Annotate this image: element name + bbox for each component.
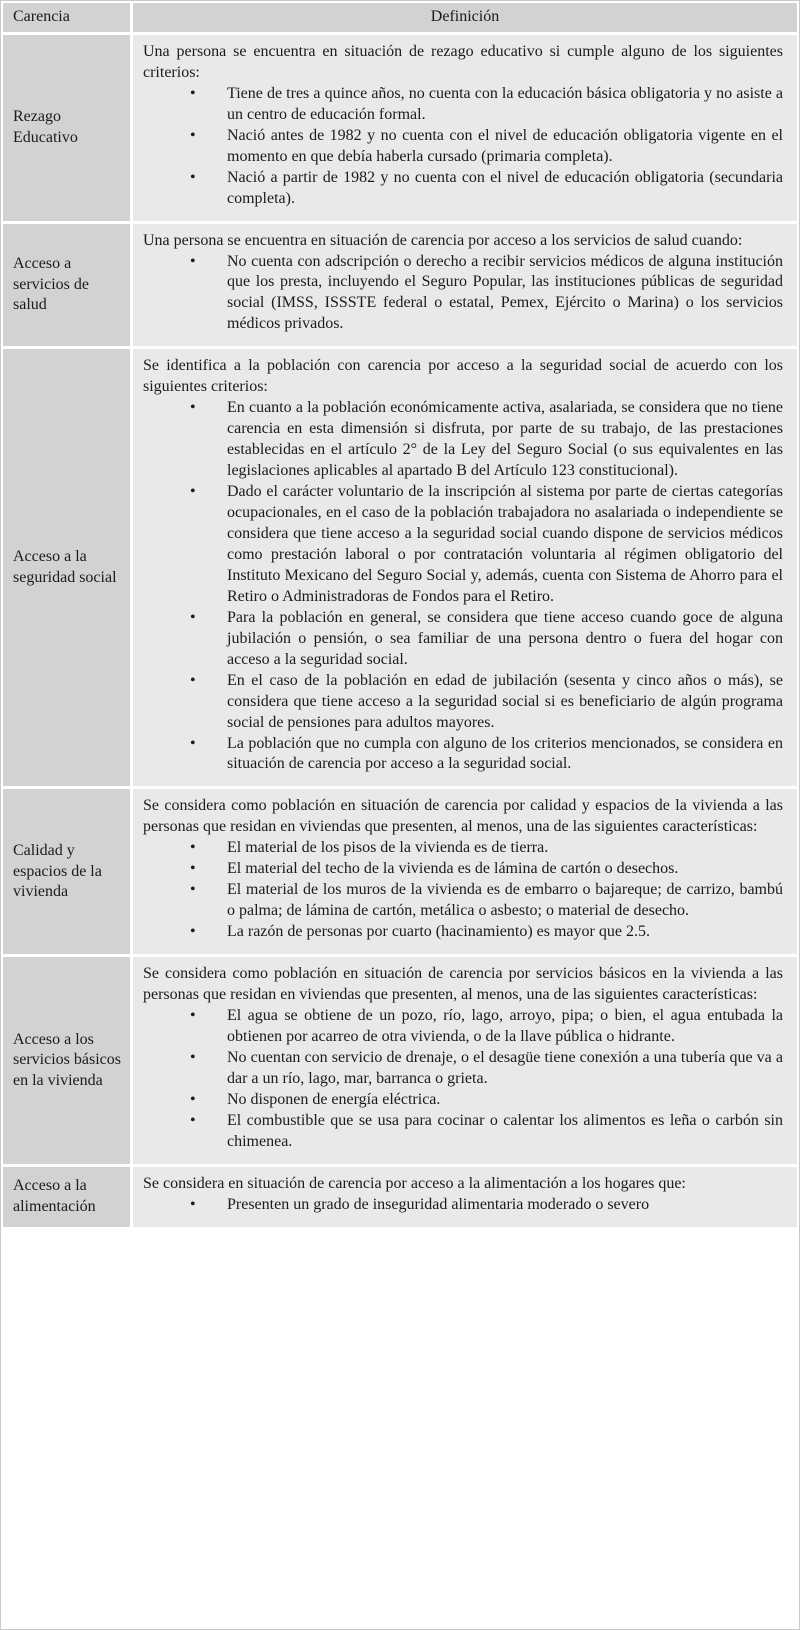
definicion-cell (133, 35, 797, 221)
bullet-item: • La población que no cumpla con alguno de los criterios mencionados, se considera en situación de carencia por acceso a la seguridad social. (143, 734, 783, 776)
header-carencia: Carencia (3, 3, 130, 32)
table-row (3, 349, 797, 786)
bullet-list (143, 252, 783, 336)
definition-intro: Se considera en situación de carencia por acceso a la alimentación a los hogares que: (143, 1174, 686, 1192)
bullet-list (143, 1006, 783, 1153)
definition-intro: Una persona se encuentra en situación de rezago educativo si cumple alguno de los siguientes criterios: (143, 42, 783, 81)
table-row (3, 224, 797, 347)
carencia-cell: Acceso a la seguridad social (3, 349, 130, 786)
definicion-cell (133, 789, 797, 954)
definicion-cell (133, 957, 797, 1164)
carencia-cell: Rezago Educativo (3, 35, 130, 221)
definition-intro: Se considera como población en situación de carencia por servicios básicos en la vivienda a las personas que residan en viviendas que presenten, al menos, una de las siguientes características: (143, 965, 783, 1004)
definition-intro: Se considera como población en situación de carencia por calidad y espacios de la vivienda a las personas que residan en viviendas que presenten, al menos, una de las siguientes características: (143, 797, 783, 836)
carencia-cell: Acceso a la alimentación (3, 1167, 130, 1227)
bullet-list (143, 1195, 783, 1216)
carencia-cell: Acceso a los servicios básicos en la vivienda (3, 957, 130, 1164)
definicion-cell (133, 1167, 797, 1227)
header-definicion: Definición (133, 3, 797, 32)
bullet-item: • Presenten un grado de inseguridad alimentaria moderado o severo (143, 1195, 783, 1216)
bullet-list (143, 838, 783, 943)
carencia-cell: Acceso a servicios de salud (3, 224, 130, 347)
carencia-cell: Calidad y espacios de la vivienda (3, 789, 130, 954)
table-row (3, 1167, 797, 1227)
table-row (3, 35, 797, 221)
bullet-item: • Para la población en general, se considera que tiene acceso cuando goce de alguna jubilación o pensión, o sea familiar de una persona dentro o fuera del hogar con acceso a la seguridad social. (143, 608, 783, 671)
bullet-item: • El material del techo de la vivienda es de lámina de cartón o desechos. (143, 859, 783, 880)
bullet-item: • No disponen de energía eléctrica. (143, 1090, 783, 1111)
definition-intro: Se identifica a la población con carencia por acceso a la seguridad social de acuerdo con los siguientes criterios: (143, 357, 783, 396)
header-row (3, 3, 797, 32)
bullet-item: • El material de los pisos de la vivienda es de tierra. (143, 838, 783, 859)
bullet-item: • La razón de personas por cuarto (hacinamiento) es mayor que 2.5. (143, 922, 783, 943)
bullet-item: • Nació antes de 1982 y no cuenta con el nivel de educación obligatoria vigente en el momento en que debía haberla cursado (primaria completa). (143, 126, 783, 168)
definicion-cell (133, 349, 797, 786)
bullet-item: • El agua se obtiene de un pozo, río, lago, arroyo, pipa; o bien, el agua entubada la obtienen por acarreo de otra vivienda, o de la llave pública o hidrante. (143, 1006, 783, 1048)
bullet-item: • Tiene de tres a quince años, no cuenta con la educación básica obligatoria y no asiste a un centro de educación formal. (143, 84, 783, 126)
bullet-list (143, 398, 783, 775)
bullet-item: • No cuentan con servicio de drenaje, o el desagüe tiene conexión a una tubería que va a dar a un río, lago, mar, barranca o grieta. (143, 1048, 783, 1090)
definition-intro: Una persona se encuentra en situación de carencia por acceso a los servicios de salud cuando: (143, 231, 743, 249)
definicion-cell (133, 224, 797, 347)
table-row (3, 957, 797, 1164)
bullet-list (143, 84, 783, 210)
bullet-item: • En el caso de la población en edad de jubilación (sesenta y cinco años o más), se considera que tiene acceso a la seguridad social si es beneficiario de algún programa social de pensiones para adultos mayores. (143, 671, 783, 734)
bullet-item: • Dado el carácter voluntario de la inscripción al sistema por parte de ciertas categorías ocupacionales, en el caso de la población trabajadora no asalariada o independiente se considera que tiene acceso a la seguridad social cuando dispone de servicios médicos como prestación laboral o por contratación voluntaria al régimen obligatorio del Instituto Mexicano del Seguro Social y, además, cuenta con Sistema de Ahorro para el Retiro o Administradoras de Fondos para el Retiro. (143, 482, 783, 608)
bullet-item: • No cuenta con adscripción o derecho a recibir servicios médicos de alguna institución que los presta, incluyendo el Seguro Popular, las instituciones públicas de seguridad social (IMSS, ISSSTE federal o estatal, Pemex, Ejército o Marina) o los servicios médicos privados. (143, 252, 783, 336)
bullet-item: • Nació a partir de 1982 y no cuenta con el nivel de educación obligatoria (secundaria completa). (143, 168, 783, 210)
bullet-item: • En cuanto a la población económicamente activa, asalariada, se considera que no tiene carencia en esta dimensión si disfruta, por parte de su trabajo, de las prestaciones establecidas en el artículo 2° de la Ley del Seguro Social (o sus equivalentes en las legislaciones aplicables al apartado B del Artículo 123 constitucional). (143, 398, 783, 482)
bullet-item: • El material de los muros de la vivienda es de embarro o bajareque; de carrizo, bambú o palma; de lámina de cartón, metálica o asbesto; o material de desecho. (143, 880, 783, 922)
bullet-item: • El combustible que se usa para cocinar o calentar los alimentos es leña o carbón sin chimenea. (143, 1111, 783, 1153)
table-row (3, 789, 797, 954)
